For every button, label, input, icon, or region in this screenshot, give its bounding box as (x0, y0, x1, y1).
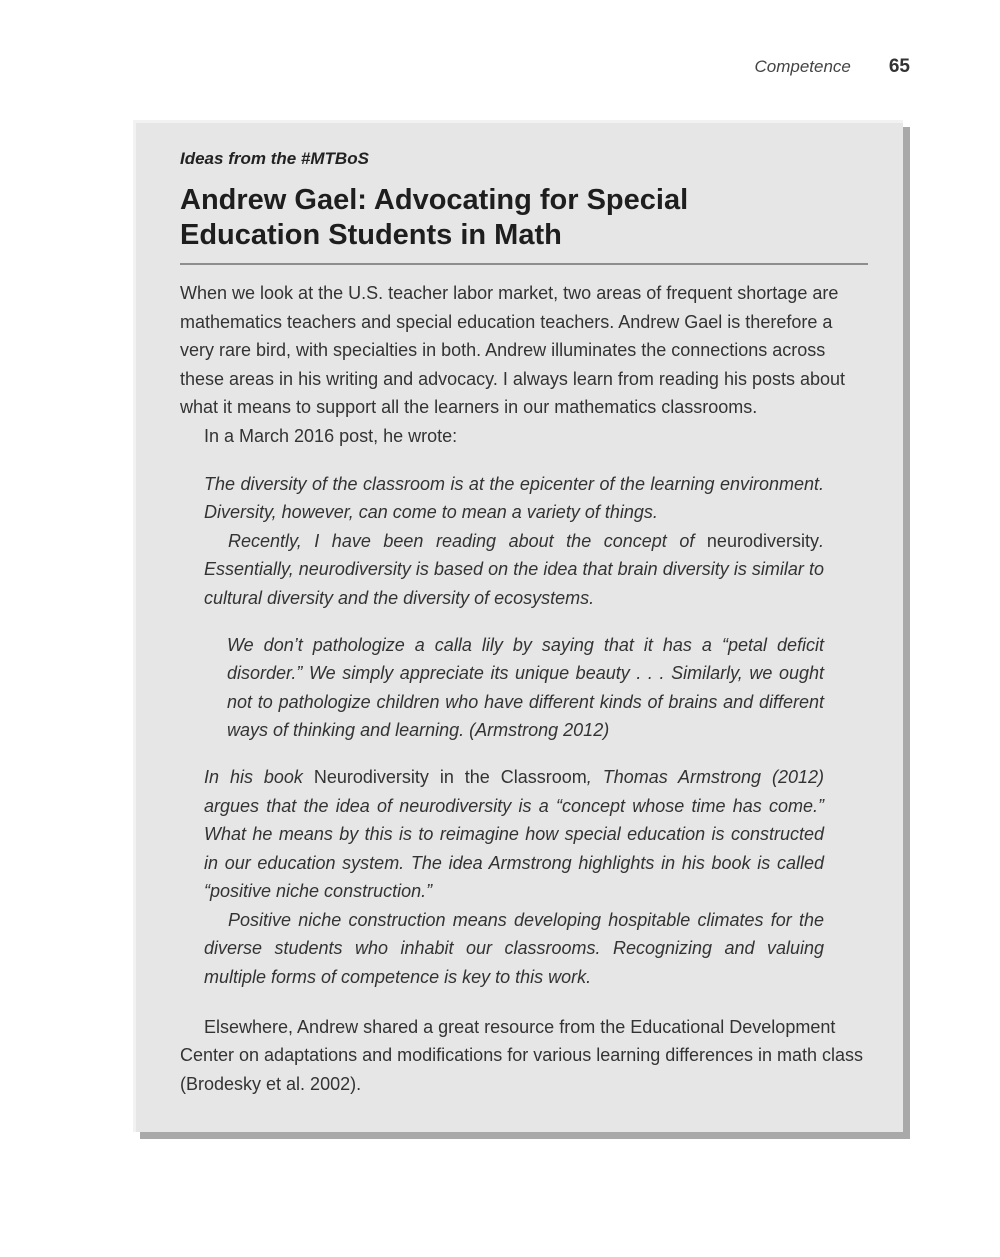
quote-paragraph-2 (204, 527, 824, 613)
sidebar-box (133, 120, 903, 1132)
quote-paragraph-1: The diversity of the classroom is at the epicenter of the learning environment. Diversity, however, can come to mean a variety of things. (204, 473, 824, 523)
lead-in-paragraph: In a March 2016 post, he wrote: (204, 425, 458, 446)
quote-p3-text-1: In his book (204, 766, 314, 787)
box-title (180, 183, 868, 265)
page-number: 65 (888, 56, 910, 77)
box-kicker: Ideas from the #MTBoS (180, 149, 369, 168)
sidebar-box-content (180, 149, 868, 1098)
block-quote (204, 470, 824, 992)
quote-p2-text-2: . Essentially, neurodiversity is based on the idea that brain diversity is similar to cultural diversity and the diversity of ecosystems. (204, 530, 824, 608)
quote-p2-text-1: Recently, I have been reading about the concept of (228, 530, 707, 551)
box-title-line-1: Andrew Gael: Advocating for Special (180, 184, 689, 216)
box-title-line-2: Education Students in Math (180, 219, 562, 251)
running-head (754, 56, 910, 78)
nested-quote: We don’t pathologize a calla lily by saying that it has a “petal deficit disorder.” We simply appreciate its unique beauty . . . Similarly, we ought not to pathologize children who have different kinds of brains and different ways of thinking and learning. (Armstrong 2012) (227, 634, 824, 741)
running-head-title: Competence (754, 57, 851, 76)
quote-paragraph-4: Positive niche construction means developing hospitable climates for the diverse students who inhabit our classrooms. Recognizing and valuing multiple forms of competence is key to this work. (204, 909, 824, 988)
quote-paragraph-3 (204, 763, 824, 906)
quote-p3-text-2: , Thomas Armstrong (2012) argues that the idea of neurodiversity is a “concept whose time has come.” What he means by this is to reimagine how special education is constructed in our education system. The idea Armstrong highlights in his book is called “positive niche construction.” (204, 766, 824, 902)
intro-paragraph: When we look at the U.S. teacher labor market, two areas of frequent shortage are mathematics teachers and special education teachers. Andrew Gael is therefore a very rare bird, with specialties in both. Andrew illuminates the connections across these areas in his writing and advocacy. I always learn from reading his posts about what it means to support all the learners in our mathematics classrooms. (180, 283, 846, 418)
box-body (180, 279, 868, 1098)
neurodiversity-term: neurodiversity (706, 530, 819, 551)
closing-paragraph: Elsewhere, Andrew shared a great resource from the Educational Development Center on adaptations and modifications for various learning differences in math class (Brodesky et al. 2002). (180, 1016, 864, 1094)
book-title: Neurodiversity in the Classroom (313, 766, 587, 787)
